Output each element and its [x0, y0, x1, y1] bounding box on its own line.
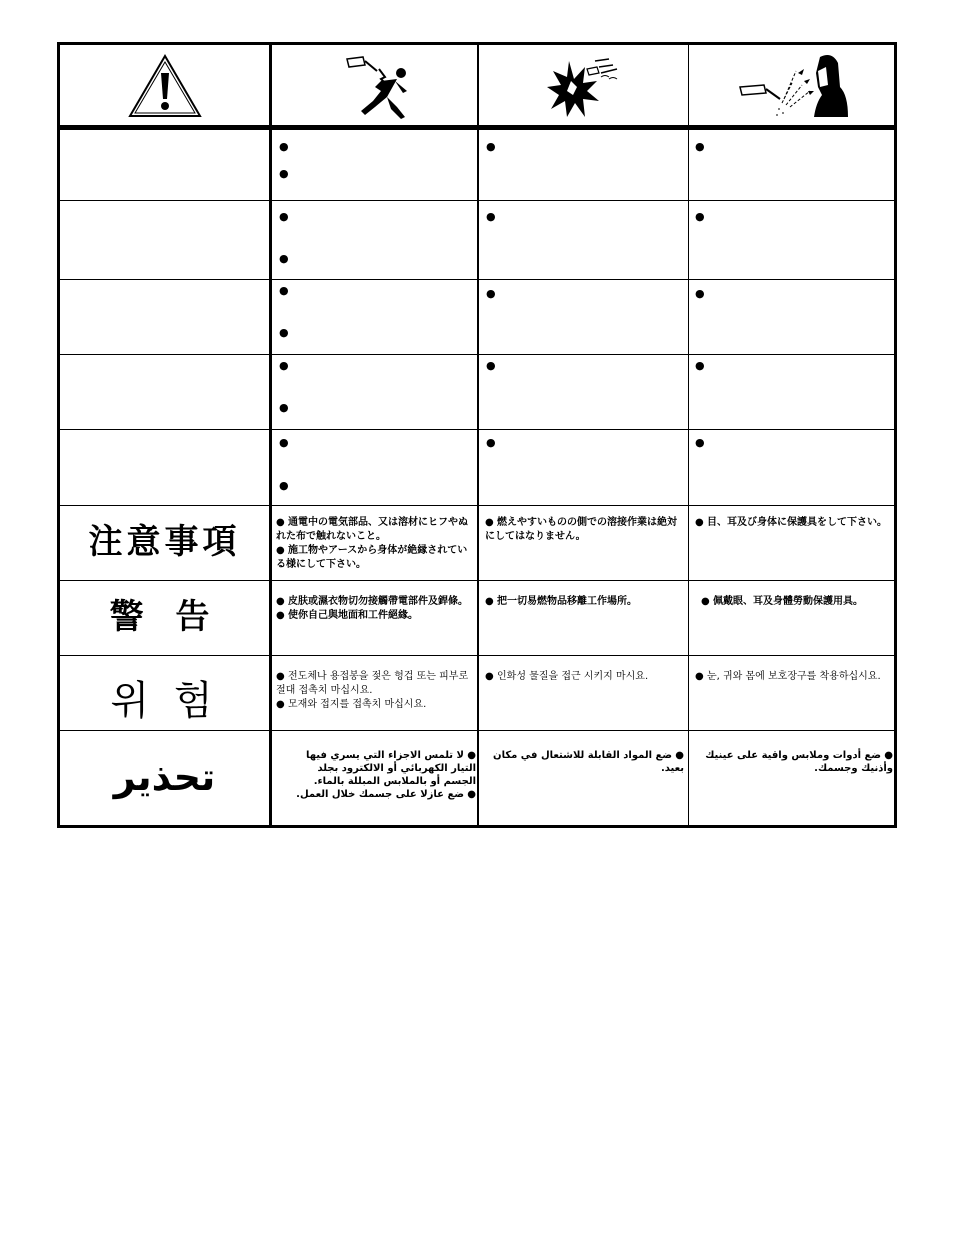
- row-divider: [60, 429, 894, 430]
- chinese-col3: [701, 595, 891, 609]
- list-item: ● 目、耳及び身体に保護具をして下さい。: [695, 517, 887, 528]
- bullet-mark: ●: [695, 210, 705, 223]
- list-item: ● 눈, 귀와 몸에 보호장구를 착용하십시요.: [695, 671, 881, 682]
- list-item: ● 모재와 접지를 접촉치 마십시요.: [276, 699, 427, 710]
- chinese-title: 警 告: [109, 597, 220, 637]
- bullet-mark: ●: [486, 287, 496, 300]
- list-item: ● 皮肤或濕衣物切勿接觸帶電部件及銲條。: [276, 596, 468, 607]
- arabic-col2: [484, 749, 684, 775]
- bullet-mark: ●: [486, 140, 496, 153]
- bullet-mark: ●: [695, 359, 705, 372]
- bullet-mark: ●: [279, 140, 289, 153]
- bullet-mark: ●: [279, 252, 289, 265]
- bullet-mark: ●: [279, 210, 289, 223]
- explosion-fire-icon: [479, 51, 688, 125]
- japanese-col1: [276, 516, 472, 572]
- row-divider: [60, 354, 894, 355]
- bullet-mark: ●: [279, 284, 289, 297]
- column-divider: [269, 45, 272, 825]
- list-item: ● 佩戴眼、耳及身體勞動保護用具。: [701, 596, 863, 607]
- electric-shock-icon: [272, 51, 477, 125]
- bullet-mark: ●: [486, 359, 496, 372]
- arabic-title: تحذير: [113, 755, 216, 799]
- japanese-title: 注意事項: [88, 522, 241, 562]
- list-item: ● 施工物やアースから身体が絶縁されている様にして下さい。: [276, 545, 468, 570]
- row-divider: [60, 730, 894, 731]
- korean-col2: [485, 670, 681, 684]
- row-divider: [60, 279, 894, 280]
- list-item: ● 인화성 물질을 접근 시키지 마시요.: [485, 671, 649, 682]
- korean-col3: [695, 670, 891, 684]
- bullet-mark: ●: [279, 167, 289, 180]
- bullet-mark: ●: [486, 210, 496, 223]
- bullet-mark: ●: [279, 326, 289, 339]
- bullet-mark: ●: [279, 401, 289, 414]
- list-item: ●ضع عازلا على جسمك خلال العمل.: [296, 789, 476, 800]
- japanese-col3: [695, 516, 891, 530]
- japanese-col2: [485, 516, 681, 544]
- list-item: ●ضع المواد القابلة للاشتعال في مكان بعيد.: [493, 750, 684, 774]
- bullet-mark: ●: [695, 287, 705, 300]
- list-item: ●ضع أدوات وملابس واقية على عينيك وأذنيك وجسمك.: [705, 750, 893, 774]
- bullet-mark: ●: [695, 140, 705, 153]
- list-item: ● 燃えやすいものの側での溶接作業は絶対にしてはなりません。: [485, 517, 677, 542]
- warning-triangle-icon: [60, 51, 269, 125]
- chinese-col2: [485, 595, 681, 609]
- row-divider: [60, 655, 894, 656]
- bullet-mark: ●: [279, 479, 289, 492]
- face-eye-protection-icon: [689, 51, 894, 125]
- chinese-col1: [276, 595, 472, 623]
- arabic-col3: [693, 749, 893, 775]
- list-item: ● 使你自己與地面和工件絕緣。: [276, 610, 418, 621]
- column-divider: [688, 45, 689, 825]
- safety-warning-table: [57, 42, 897, 828]
- row-divider: [60, 200, 894, 201]
- bullet-mark: ●: [279, 359, 289, 372]
- list-item: ● 通電中の電気部品、又は溶材にヒフやぬれた布で触れないこと。: [276, 517, 468, 542]
- list-item: ●لا تلمس الاجزاء التي يسري فيها التيار الكهربائي أو الالكترود بجلد الجسم أو بالملابس المبللة بالماء.: [305, 750, 476, 787]
- bullet-mark: ●: [279, 436, 289, 449]
- row-divider: [60, 505, 894, 506]
- korean-title: 위 험: [110, 678, 219, 724]
- row-divider: [60, 580, 894, 581]
- arabic-col1: [286, 749, 476, 801]
- bullet-mark: ●: [695, 436, 705, 449]
- korean-col1: [276, 670, 472, 712]
- column-divider: [477, 45, 479, 825]
- list-item: ● 전도체나 용접봉을 젖은 헝겁 또는 피부로 절대 접촉치 마십시요.: [276, 671, 469, 696]
- bullet-mark: ●: [486, 436, 496, 449]
- list-item: ● 把一切易燃物品移離工作場所。: [485, 596, 637, 607]
